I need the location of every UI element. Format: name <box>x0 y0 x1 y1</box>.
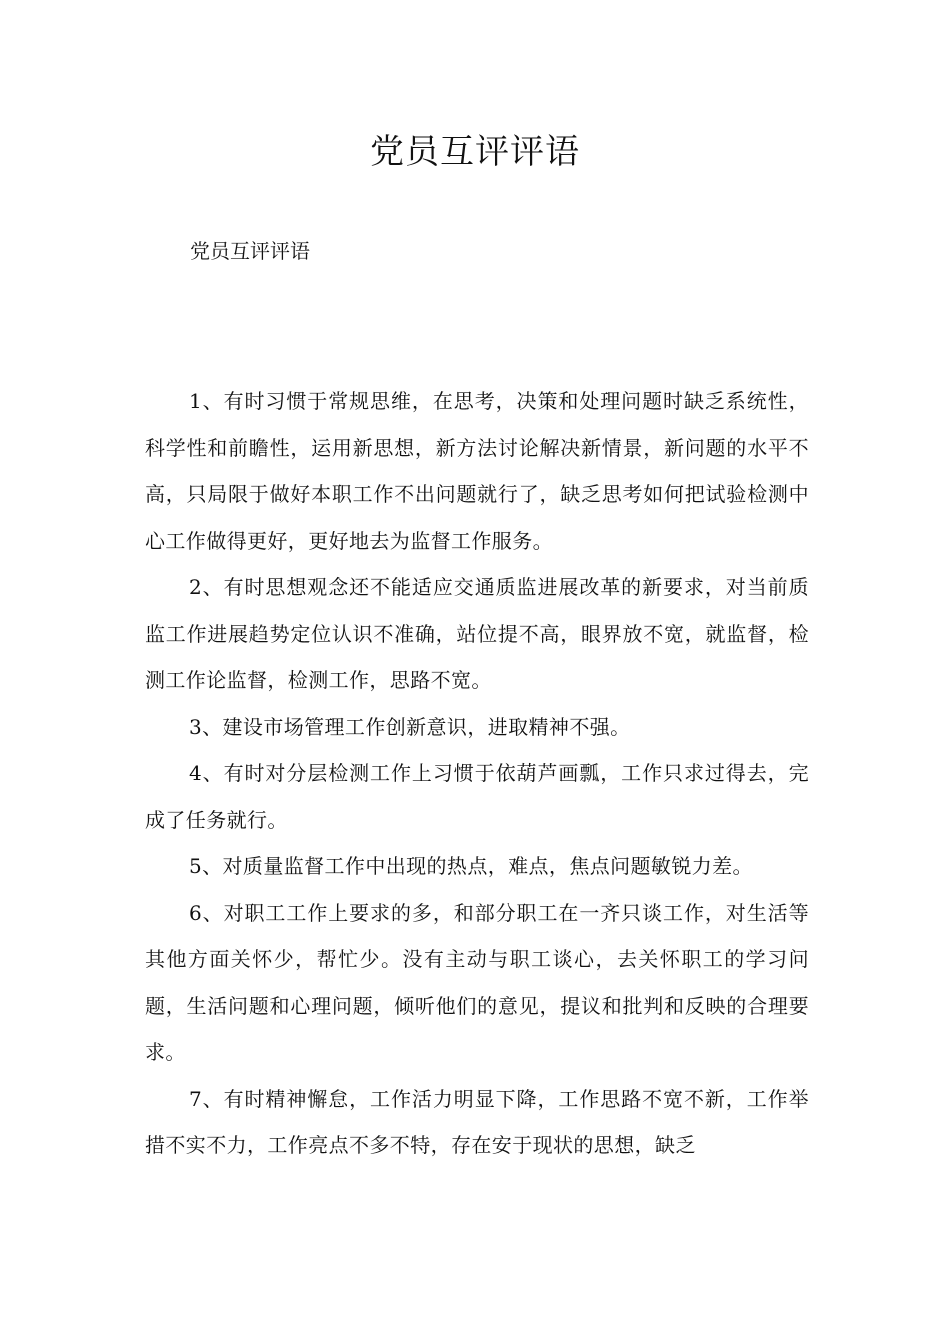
document-title: 党员互评评语 <box>370 132 580 172</box>
paragraph-7: 7、有时精神懈怠，工作活力明显下降，工作思路不宽不新，工作举措不实不力，工作亮点不多不特，存在安于现状的思想，缺乏 <box>145 1086 809 1157</box>
paragraph-6: 6、对职工工作上要求的多，和部分职工在一齐只谈工作，对生活等其他方面关怀少，帮忙少。没有主动与职工谈心，去关怀职工的学习问题，生活问题和心理问题，倾听他们的意见，提议和批判和反映的合理要求。 <box>145 900 809 1064</box>
document-body <box>145 378 809 1169</box>
paragraph-3: 3、建设市场管理工作创新意识，进取精神不强。 <box>189 714 631 739</box>
paragraph-2: 2、有时思想观念还不能适应交通质监进展改革的新要求，对当前质监工作进展趋势定位认识不准确，站位提不高，眼界放不宽，就监督，检测工作论监督，检测工作，思路不宽。 <box>145 575 809 692</box>
paragraph-1: 1、有时习惯于常规思维，在思考，决策和处理问题时缺乏系统性，科学性和前瞻性，运用新思想，新方法讨论解决新情景，新问题的水平不高，只局限于做好本职工作不出问题就行了，缺乏思考如何把试验检测中心工作做得更好，更好地去为监督工作服务。 <box>145 389 809 553</box>
paragraph-4: 4、有时对分层检测工作上习惯于依葫芦画瓢，工作只求过得去，完成了任务就行。 <box>145 761 809 832</box>
document-subtitle: 党员互评评语 <box>190 239 310 263</box>
paragraph-5: 5、对质量监督工作中出现的热点，难点，焦点问题敏锐力差。 <box>189 854 753 878</box>
